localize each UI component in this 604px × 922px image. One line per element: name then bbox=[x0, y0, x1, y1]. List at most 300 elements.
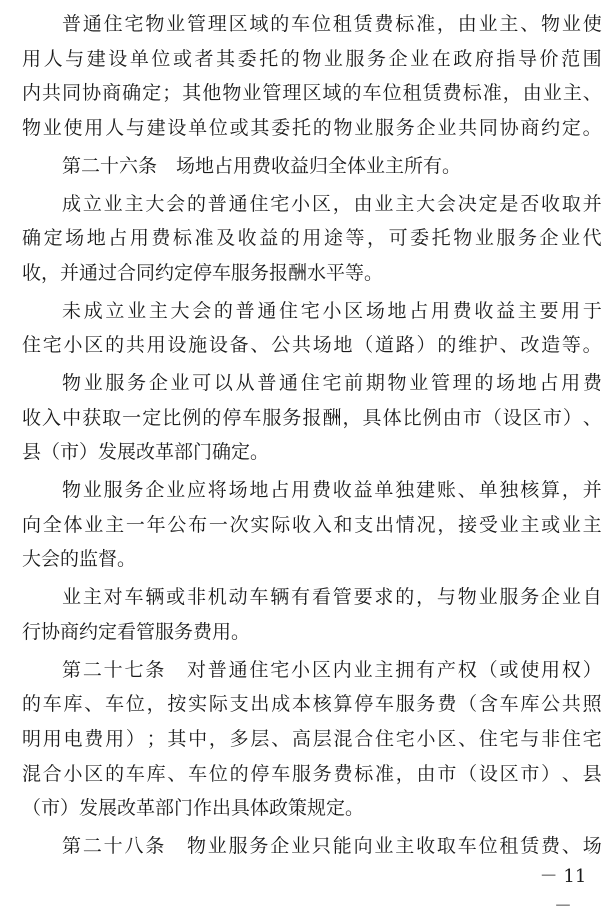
text-glyph: 用 bbox=[146, 334, 166, 356]
text-glyph: 场 bbox=[365, 300, 385, 322]
text-glyph: 辆 bbox=[270, 586, 290, 608]
text-glyph: 对 bbox=[186, 659, 206, 681]
text-glyph: 用 bbox=[22, 48, 42, 70]
text-glyph: 地 bbox=[387, 300, 407, 322]
text-glyph: 业 bbox=[561, 586, 581, 608]
text-glyph: 车 bbox=[188, 763, 208, 785]
text-glyph: 求 bbox=[374, 586, 394, 608]
text-glyph: 业 bbox=[127, 300, 147, 322]
text-glyph: 层 bbox=[312, 728, 332, 750]
text-glyph: 域 bbox=[249, 13, 269, 35]
text-glyph: 成 bbox=[62, 193, 82, 215]
text-glyph: 人 bbox=[43, 48, 63, 70]
text-glyph: 支 bbox=[354, 514, 374, 536]
text-glyph: 、 bbox=[84, 693, 104, 715]
text-glyph: 八 bbox=[124, 835, 144, 857]
text-glyph: 多 bbox=[229, 728, 249, 750]
text-glyph: 费 bbox=[84, 728, 104, 750]
text-glyph: 明 bbox=[22, 728, 42, 750]
text-glyph: 本 bbox=[291, 693, 311, 715]
text-glyph: 务 bbox=[517, 227, 537, 249]
text-glyph: 可 bbox=[192, 372, 212, 394]
text-glyph: 地 bbox=[517, 372, 537, 394]
text-glyph: 服 bbox=[228, 835, 248, 857]
text-glyph: 理 bbox=[282, 82, 302, 104]
text-glyph: 服 bbox=[345, 48, 365, 70]
text-glyph: 收 bbox=[332, 479, 352, 501]
text-glyph: 将 bbox=[207, 479, 227, 501]
text-glyph: 护 bbox=[478, 334, 498, 356]
text-glyph bbox=[166, 824, 185, 868]
text-glyph: 宅 bbox=[395, 728, 415, 750]
text-glyph: 车 bbox=[42, 693, 62, 715]
text-glyph: 等 bbox=[345, 227, 365, 249]
text-glyph: 占 bbox=[270, 479, 290, 501]
text-glyph: 要 bbox=[353, 586, 373, 608]
text-glyph: 地 bbox=[86, 227, 106, 249]
text-glyph: 能 bbox=[332, 835, 352, 857]
text-glyph: 小 bbox=[416, 728, 436, 750]
text-glyph: 业 bbox=[166, 479, 186, 501]
text-glyph: 宅 bbox=[42, 334, 62, 356]
text-glyph: 有 bbox=[291, 586, 311, 608]
text-glyph: 用 bbox=[430, 300, 450, 322]
text-glyph: 区 bbox=[311, 659, 331, 681]
text-glyph: 未 bbox=[62, 300, 82, 322]
text-glyph: 位 bbox=[478, 835, 498, 857]
text-glyph: ， bbox=[395, 763, 415, 785]
text-glyph: 车 bbox=[105, 693, 125, 715]
text-glyph: 设 bbox=[108, 48, 128, 70]
text-glyph: 物 bbox=[62, 479, 82, 501]
text-glyph: 托 bbox=[259, 48, 279, 70]
text-glyph: 小 bbox=[322, 300, 342, 322]
text-glyph: 机 bbox=[207, 586, 227, 608]
text-glyph: 与 bbox=[125, 117, 145, 139]
text-glyph: 大 bbox=[170, 300, 190, 322]
text-glyph: 场 bbox=[65, 227, 85, 249]
text-glyph: 、 bbox=[582, 82, 602, 104]
text-glyph: 场 bbox=[496, 372, 516, 394]
text-glyph: 赁 bbox=[353, 13, 373, 35]
text-glyph: 主 bbox=[105, 514, 125, 536]
text-glyph: 内 bbox=[22, 82, 42, 104]
text-glyph: 县 bbox=[582, 763, 602, 785]
text-glyph: 布 bbox=[188, 514, 208, 536]
text-glyph: 定 bbox=[43, 227, 63, 249]
text-glyph: 车 bbox=[362, 82, 382, 104]
text-glyph: ） bbox=[541, 763, 561, 785]
text-glyph: 代 bbox=[582, 227, 602, 249]
text-glyph: 物 bbox=[457, 586, 477, 608]
text-glyph: 费 bbox=[311, 479, 331, 501]
text-glyph: 并 bbox=[582, 479, 602, 501]
text-glyph: 业 bbox=[103, 193, 123, 215]
text-glyph: 务 bbox=[127, 372, 147, 394]
text-glyph: 车 bbox=[271, 763, 291, 785]
text-glyph: 服 bbox=[375, 117, 395, 139]
text-glyph: 市 bbox=[462, 407, 482, 429]
text-glyph: 指 bbox=[496, 48, 516, 70]
text-glyph: 位 bbox=[151, 48, 171, 70]
text-glyph: 公 bbox=[271, 334, 291, 356]
text-glyph: 务 bbox=[312, 763, 332, 785]
text-glyph: 其 bbox=[182, 82, 202, 104]
text-glyph: 由 bbox=[457, 13, 477, 35]
text-glyph: 辆 bbox=[145, 586, 165, 608]
text-glyph: 小 bbox=[63, 334, 83, 356]
text-line: 大会的监督。 bbox=[22, 548, 137, 570]
text-glyph: 车 bbox=[249, 586, 269, 608]
text-glyph: 收 bbox=[474, 300, 494, 322]
text-glyph: 宅 bbox=[499, 728, 519, 750]
text-glyph: 的 bbox=[270, 13, 290, 35]
text-glyph: 服 bbox=[496, 227, 516, 249]
text-glyph: 车 bbox=[499, 693, 519, 715]
text-glyph: 业 bbox=[437, 117, 457, 139]
text-glyph: 业 bbox=[42, 117, 62, 139]
page-number: － 11 － bbox=[539, 866, 587, 917]
text-glyph: 费 bbox=[374, 13, 394, 35]
text-glyph: 其 bbox=[167, 728, 187, 750]
text-glyph: 或 bbox=[499, 659, 519, 681]
text-glyph: 、 bbox=[520, 13, 540, 35]
text-glyph: 务 bbox=[124, 479, 144, 501]
text-glyph: ， bbox=[437, 514, 457, 536]
text-glyph: 范 bbox=[561, 48, 581, 70]
text-glyph: 独 bbox=[499, 479, 519, 501]
text-glyph: 与 bbox=[65, 48, 85, 70]
text-glyph: 占 bbox=[108, 227, 128, 249]
text-glyph: 情 bbox=[395, 514, 415, 536]
text-glyph: 公 bbox=[167, 514, 187, 536]
text-glyph: 造 bbox=[541, 334, 561, 356]
text-glyph: 的 bbox=[202, 407, 222, 429]
text-glyph: 前 bbox=[344, 372, 364, 394]
text-glyph: 务 bbox=[520, 586, 540, 608]
text-glyph: 否 bbox=[520, 193, 540, 215]
text-glyph: 区 bbox=[437, 728, 457, 750]
text-glyph: 导 bbox=[517, 48, 537, 70]
text-glyph: 定 bbox=[478, 193, 498, 215]
text-glyph: 物 bbox=[186, 835, 206, 857]
text-glyph: 区 bbox=[84, 763, 104, 785]
text-glyph: 地 bbox=[249, 479, 269, 501]
text-glyph: 用 bbox=[541, 659, 561, 681]
text-glyph: 益 bbox=[259, 227, 279, 249]
text-glyph: 库 bbox=[146, 763, 166, 785]
text-glyph: 住 bbox=[375, 728, 395, 750]
text-glyph: 准 bbox=[482, 82, 502, 104]
text-glyph: 会 bbox=[166, 193, 186, 215]
text-glyph: 账 bbox=[436, 479, 456, 501]
text-glyph: 拥 bbox=[395, 659, 415, 681]
text-glyph: 收 bbox=[416, 835, 436, 857]
text-glyph: 的 bbox=[312, 117, 332, 139]
text-glyph: 共 bbox=[561, 693, 581, 715]
text-glyph: 算 bbox=[333, 693, 353, 715]
text-glyph: 普 bbox=[207, 193, 227, 215]
text-glyph: 域 bbox=[322, 82, 342, 104]
text-glyph: 。 bbox=[582, 334, 602, 356]
text-glyph: 报 bbox=[302, 407, 322, 429]
text-glyph: 共 bbox=[291, 334, 311, 356]
text-glyph: 看 bbox=[311, 586, 331, 608]
text-glyph: 期 bbox=[365, 372, 385, 394]
text-glyph: 物 bbox=[145, 13, 165, 35]
text-glyph: 只 bbox=[311, 835, 331, 857]
text-glyph: 一 bbox=[125, 514, 145, 536]
text-glyph: ， bbox=[416, 586, 436, 608]
text-glyph: 设 bbox=[167, 117, 187, 139]
text-glyph: 途 bbox=[323, 227, 343, 249]
text-glyph: 管 bbox=[332, 586, 352, 608]
text-glyph: 者 bbox=[194, 48, 214, 70]
text-glyph: 向 bbox=[22, 514, 42, 536]
text-glyph: 使 bbox=[582, 13, 602, 35]
text-glyph: 宅 bbox=[124, 13, 144, 35]
text-glyph: 业 bbox=[170, 372, 190, 394]
text-glyph: 车 bbox=[242, 407, 262, 429]
text-glyph: 管 bbox=[430, 372, 450, 394]
text-glyph: 住 bbox=[561, 728, 581, 750]
text-glyph: 接 bbox=[458, 514, 478, 536]
text-glyph: 设 bbox=[208, 334, 228, 356]
text-glyph: 同 bbox=[478, 117, 498, 139]
text-glyph: 市 bbox=[520, 763, 540, 785]
text-glyph: 车 bbox=[124, 586, 144, 608]
text-glyph: 由 bbox=[522, 82, 542, 104]
text-glyph: 物 bbox=[453, 227, 473, 249]
text-glyph: 的 bbox=[213, 300, 233, 322]
text-glyph: 或 bbox=[166, 586, 186, 608]
text-glyph: 宅 bbox=[300, 300, 320, 322]
text-glyph: 收 bbox=[541, 193, 561, 215]
text-glyph: ， bbox=[561, 479, 581, 501]
text-glyph: 高 bbox=[291, 728, 311, 750]
text-glyph: 政 bbox=[453, 48, 473, 70]
article-heading bbox=[62, 824, 602, 868]
text-glyph: 入 bbox=[312, 514, 332, 536]
text-glyph: 由 bbox=[416, 763, 436, 785]
text-glyph: 决 bbox=[457, 193, 477, 215]
text-glyph: 费 bbox=[452, 300, 472, 322]
text-glyph: 用 bbox=[291, 479, 311, 501]
text-glyph: 体 bbox=[63, 514, 83, 536]
text-glyph: 施 bbox=[188, 334, 208, 356]
text-glyph: 由 bbox=[442, 407, 462, 429]
text-glyph: 占 bbox=[539, 372, 559, 394]
text-glyph: 业 bbox=[410, 48, 430, 70]
text-glyph: 服 bbox=[105, 372, 125, 394]
text-glyph: 托 bbox=[291, 117, 311, 139]
text-glyph: 中 bbox=[62, 407, 82, 429]
text-glyph: 及 bbox=[216, 227, 236, 249]
text-glyph: 业 bbox=[84, 514, 104, 536]
text-glyph: 由 bbox=[353, 193, 373, 215]
text-glyph: 住 bbox=[279, 300, 299, 322]
text-glyph: 独 bbox=[395, 479, 415, 501]
text-glyph: 确 bbox=[122, 82, 142, 104]
text-glyph: 企 bbox=[148, 372, 168, 394]
text-glyph: 等 bbox=[561, 334, 581, 356]
text-glyph: 费 bbox=[442, 82, 462, 104]
text-glyph: 宅 bbox=[582, 728, 602, 750]
text-glyph: 一 bbox=[208, 514, 228, 536]
text-glyph: 的 bbox=[474, 372, 494, 394]
text-glyph: 普 bbox=[207, 659, 227, 681]
text-glyph: 业 bbox=[83, 372, 103, 394]
text-glyph: 标 bbox=[462, 82, 482, 104]
text-glyph: 标 bbox=[172, 227, 192, 249]
text-glyph: 非 bbox=[186, 586, 206, 608]
text-glyph: 区 bbox=[499, 763, 519, 785]
text-glyph: 物 bbox=[541, 13, 561, 35]
text-glyph: ， bbox=[146, 693, 166, 715]
text-glyph: 市 bbox=[437, 763, 457, 785]
text-glyph: 普 bbox=[235, 300, 255, 322]
text-glyph: 用 bbox=[129, 227, 149, 249]
text-glyph: 务 bbox=[395, 117, 415, 139]
text-glyph: 使 bbox=[63, 117, 83, 139]
text-glyph: 的 bbox=[105, 334, 125, 356]
text-glyph: 通 bbox=[228, 193, 248, 215]
text-glyph: 赁 bbox=[520, 835, 540, 857]
text-glyph: 权 bbox=[561, 659, 581, 681]
text-glyph: 层 bbox=[250, 728, 270, 750]
text-glyph: 共 bbox=[42, 82, 62, 104]
text-glyph: 物 bbox=[222, 82, 242, 104]
text-glyph: 第 bbox=[62, 835, 82, 857]
text-glyph: 的 bbox=[186, 193, 206, 215]
text-glyph: 主 bbox=[517, 300, 537, 322]
text-glyph: 、 bbox=[499, 334, 519, 356]
text-glyph: 例 bbox=[422, 407, 442, 429]
text-glyph: 使 bbox=[520, 659, 540, 681]
text-glyph: 赁 bbox=[422, 82, 442, 104]
text-glyph: 向 bbox=[353, 835, 373, 857]
text-glyph: ， bbox=[367, 227, 387, 249]
text-glyph: 、 bbox=[582, 407, 602, 429]
text-glyph: 比 bbox=[162, 407, 182, 429]
text-glyph: 费 bbox=[437, 693, 457, 715]
text-glyph: 实 bbox=[188, 693, 208, 715]
text-glyph: 主 bbox=[562, 82, 582, 104]
text-glyph: 企 bbox=[541, 586, 561, 608]
text-glyph: 、 bbox=[167, 763, 187, 785]
text-glyph: 主 bbox=[582, 514, 602, 536]
text-glyph: 用 bbox=[105, 728, 125, 750]
text-glyph: 服 bbox=[262, 407, 282, 429]
text-glyph: 企 bbox=[145, 479, 165, 501]
text-glyph: 标 bbox=[395, 13, 415, 35]
text-glyph: 收 bbox=[291, 514, 311, 536]
text-glyph: 围 bbox=[582, 48, 602, 70]
text-glyph: 住 bbox=[249, 659, 269, 681]
text-glyph: 获 bbox=[82, 407, 102, 429]
text-glyph: 业 bbox=[242, 82, 262, 104]
text-glyph: 企 bbox=[388, 48, 408, 70]
text-glyph: 例 bbox=[182, 407, 202, 429]
text-glyph: 、 bbox=[457, 479, 477, 501]
text-glyph: 的 bbox=[22, 693, 42, 715]
text-glyph: 定 bbox=[142, 82, 162, 104]
text-glyph: 成 bbox=[83, 300, 103, 322]
text-glyph: 的 bbox=[342, 82, 362, 104]
text-glyph: 、 bbox=[561, 763, 581, 785]
text-glyph: 通 bbox=[82, 13, 102, 35]
text-glyph: 可 bbox=[388, 227, 408, 249]
text-glyph: 业 bbox=[478, 586, 498, 608]
text-glyph: 费 bbox=[333, 763, 353, 785]
text-glyph: ， bbox=[502, 82, 522, 104]
text-glyph: 租 bbox=[402, 82, 422, 104]
text-glyph: 、 bbox=[561, 835, 581, 857]
text-glyph: 住 bbox=[249, 193, 269, 215]
text-glyph: 合 bbox=[354, 728, 374, 750]
text-glyph: 会 bbox=[436, 193, 456, 215]
text-glyph: 府 bbox=[474, 48, 494, 70]
text-glyph: 单 bbox=[478, 479, 498, 501]
text-glyph: 准 bbox=[416, 13, 436, 35]
text-glyph: 一 bbox=[122, 407, 142, 429]
text-glyph: 的 bbox=[395, 586, 415, 608]
text-glyph: 库 bbox=[63, 693, 83, 715]
text-glyph: 的 bbox=[437, 334, 457, 356]
text-glyph: 混 bbox=[333, 728, 353, 750]
text-glyph: 大 bbox=[145, 193, 165, 215]
text-glyph: 通 bbox=[257, 300, 277, 322]
text-glyph: 酬 bbox=[322, 407, 342, 429]
article-heading: 第二十六条 场地占用费收益归全体业主所有。 bbox=[62, 155, 462, 177]
text-glyph: 停 bbox=[222, 407, 242, 429]
text-glyph: （ bbox=[478, 659, 498, 681]
text-glyph: 区 bbox=[344, 300, 364, 322]
text-glyph: 同 bbox=[62, 82, 82, 104]
text-glyph: 核 bbox=[520, 479, 540, 501]
text-glyph: 租 bbox=[332, 13, 352, 35]
text-glyph: 路 bbox=[395, 334, 415, 356]
text-glyph: 市 bbox=[542, 407, 562, 429]
text-glyph: 费 bbox=[582, 372, 602, 394]
text-glyph: ； bbox=[146, 728, 166, 750]
text-glyph: 通 bbox=[228, 659, 248, 681]
text-glyph: 条 bbox=[145, 835, 165, 857]
text-glyph: 区 bbox=[302, 82, 322, 104]
text-glyph: 、 bbox=[271, 728, 291, 750]
text-glyph: 内 bbox=[332, 659, 352, 681]
text-glyph: 出 bbox=[250, 693, 270, 715]
text-glyph: ， bbox=[436, 13, 456, 35]
text-glyph: 约 bbox=[541, 117, 561, 139]
text-glyph: 服 bbox=[499, 586, 519, 608]
text-glyph: 维 bbox=[458, 334, 478, 356]
text-glyph: （ bbox=[458, 693, 478, 715]
text-glyph: 单 bbox=[374, 479, 394, 501]
text-glyph: 定 bbox=[142, 407, 162, 429]
text-glyph: 立 bbox=[105, 300, 125, 322]
text-glyph: 理 bbox=[452, 372, 472, 394]
text-glyph: 位 bbox=[208, 763, 228, 785]
text-glyph: 取 bbox=[436, 835, 456, 857]
text-glyph: 住 bbox=[300, 372, 320, 394]
text-glyph: 他 bbox=[202, 82, 222, 104]
text-glyph: 公 bbox=[541, 693, 561, 715]
text-glyph: 普 bbox=[62, 13, 82, 35]
text-glyph: 含 bbox=[478, 693, 498, 715]
text-glyph: 与 bbox=[436, 586, 456, 608]
text-glyph: 建 bbox=[86, 48, 106, 70]
